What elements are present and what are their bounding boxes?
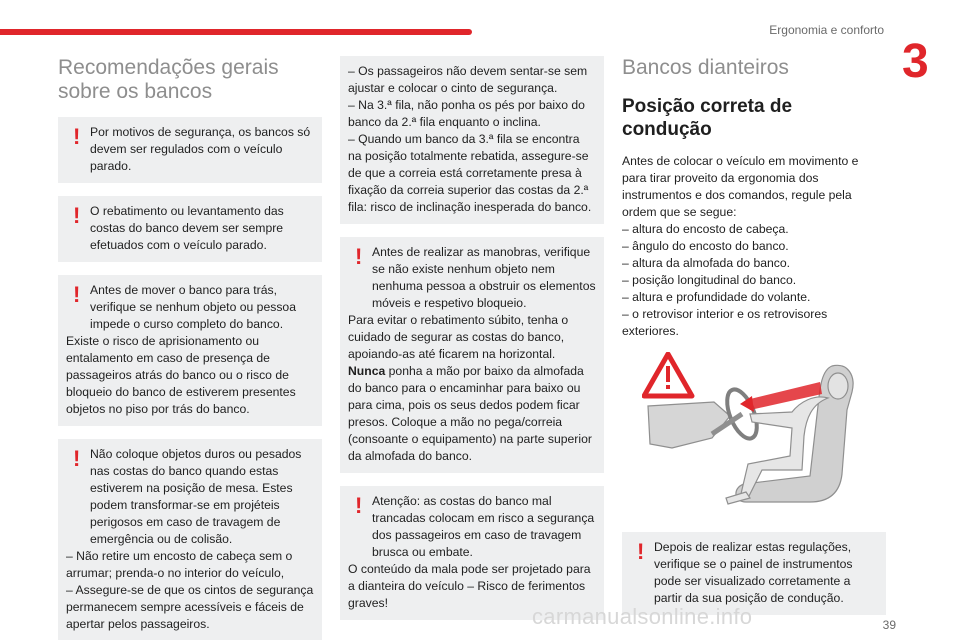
dash-item: – Os passageiros não devem sentar-se sem ajustar e colocar o cinto de segurança.	[348, 64, 588, 95]
dashboard-shape	[648, 402, 730, 448]
warning-text-never	[348, 363, 596, 465]
subtitle-line-2: condução	[622, 119, 712, 140]
dash-item: – Na 3.ª fila, não ponha os pés por baixo do banco da 2.ª fila enquanto o inclina.	[348, 98, 585, 129]
subtitle-driving-position	[622, 95, 886, 141]
driving-position-instructions	[622, 153, 886, 340]
warning-box-objects	[58, 439, 322, 640]
page-number: 39	[882, 618, 896, 632]
title-line-1: Recomendações gerais	[58, 56, 279, 79]
warning-box-move-back	[58, 275, 322, 426]
warning-box-adjust-stopped	[58, 117, 322, 183]
dash-item: – Quando um banco da 3.ª fila se encontra na posição totalmente rebatida, assegure-se de que a correia está corretamente presa à fixação da correia superior das costas da 2.ª fila: risco de inclinação inesperada do banco.	[348, 132, 592, 214]
left-column	[58, 56, 322, 640]
warning-triangle-icon	[644, 354, 692, 396]
warning-exclamation-icon: !	[73, 203, 81, 228]
list-item: – altura e profundidade do volante.	[622, 290, 811, 304]
subtitle-line-1: Posição correta de	[622, 96, 793, 117]
warning-box-fold-stopped	[58, 196, 322, 262]
warning-exclamation-icon: !	[355, 493, 363, 518]
warning-text: O rebatimento ou levantamento das costas do banco devem ser sempre efetuados com o veículo parado.	[90, 204, 284, 252]
warning-exclamation-icon: !	[73, 446, 81, 471]
list-item: – posição longitudinal do banco.	[622, 273, 797, 287]
warning-dash-item: – Assegure-se de que os cintos de segurança permanecem sempre acessíveis e fáceis de apertar pelos passageiros.	[66, 583, 314, 631]
right-column	[622, 56, 886, 615]
warning-text: Para evitar o rebatimento súbito, tenha o cuidado de segurar as costas do banco, apoiando-as até ficarem na horizontal.	[348, 313, 569, 361]
warning-text: O conteúdo da mala pode ser projetado para a dianteira do veículo – Risco de ferimentos graves!	[348, 562, 591, 610]
list-item: – ângulo do encosto do banco.	[622, 239, 789, 253]
warning-dash-item: – Não retire um encosto de cabeça sem o arrumar; prenda-o no interior do veículo,	[66, 549, 293, 580]
never-bold: Nunca	[348, 364, 386, 378]
warning-box-maneuvers	[340, 237, 604, 473]
warning-box-backrest	[340, 486, 604, 620]
warning-exclamation-icon: !	[637, 539, 645, 564]
info-box-passengers	[340, 56, 604, 224]
section-title-general	[58, 56, 322, 104]
warning-text: Por motivos de segurança, os bancos só devem ser regulados com o veículo parado.	[90, 125, 311, 173]
driving-position-illustration	[642, 352, 866, 514]
chapter-number: 3	[902, 35, 929, 88]
section-title-front-seats: Bancos dianteiros	[622, 56, 789, 79]
list-item: – altura do encosto de cabeça.	[622, 222, 789, 236]
list-item: – o retrovisor interior e os retrovisores exteriores.	[622, 307, 828, 338]
warning-text: Depois de realizar estas regulações, verifique se o painel de instrumentos pode ser visualizado corretamente a partir da sua posição de condução.	[654, 540, 853, 605]
middle-column	[340, 56, 604, 620]
warning-text: Não coloque objetos duros ou pesados nas costas do banco quando estas estiverem na posição de mesa. Estes podem transformar-se em projéteis perigosos em caso de travagem de emergência ou de colisão.	[90, 447, 302, 546]
warning-text: Atenção: as costas do banco mal trancadas colocam em risco a segurança dos passageiros em caso de travagem brusca ou embate.	[372, 494, 595, 559]
warning-text: Existe o risco de aprisionamento ou entalamento em caso de presença de passageiros atrás do banco ou o risco de bloqueio do banco de estiverem presentes objetos no piso por trás do banco.	[66, 334, 296, 416]
watermark: carmanualsonline.info	[532, 604, 753, 629]
warning-exclamation-icon: !	[73, 282, 81, 307]
title-line-2: sobre os bancos	[58, 80, 213, 103]
chapter-title: Ergonomia e conforto	[769, 23, 884, 37]
warning-box-instrument-panel	[622, 532, 886, 615]
warning-text: Antes de realizar as manobras, verifique se não existe nenhum objeto nem nenhuma pessoa a obstruir os elementos móveis e respetivo bloqueio.	[372, 245, 596, 310]
warning-exclamation-icon: !	[73, 124, 81, 149]
intro-text: Antes de colocar o veículo em movimento e para tirar proveito da ergonomia dos instrumentos e dos comandos, regule pela ordem que se segue:	[622, 154, 859, 219]
list-item: – altura da almofada do banco.	[622, 256, 791, 270]
never-rest: ponha a mão por baixo da almofada do banco para o encaminhar para baixo ou para cima, pois os seus dedos podem ficar presos. Coloque a mão no pega/correia (consoante o equipamento) na parte superior da almofada do banco.	[348, 364, 592, 463]
warning-text: Antes de mover o banco para trás, verifique se nenhum objeto ou pessoa impede o curso completo do banco.	[90, 283, 296, 331]
warning-exclamation-icon: !	[355, 244, 363, 269]
header-accent-bar	[0, 29, 472, 35]
